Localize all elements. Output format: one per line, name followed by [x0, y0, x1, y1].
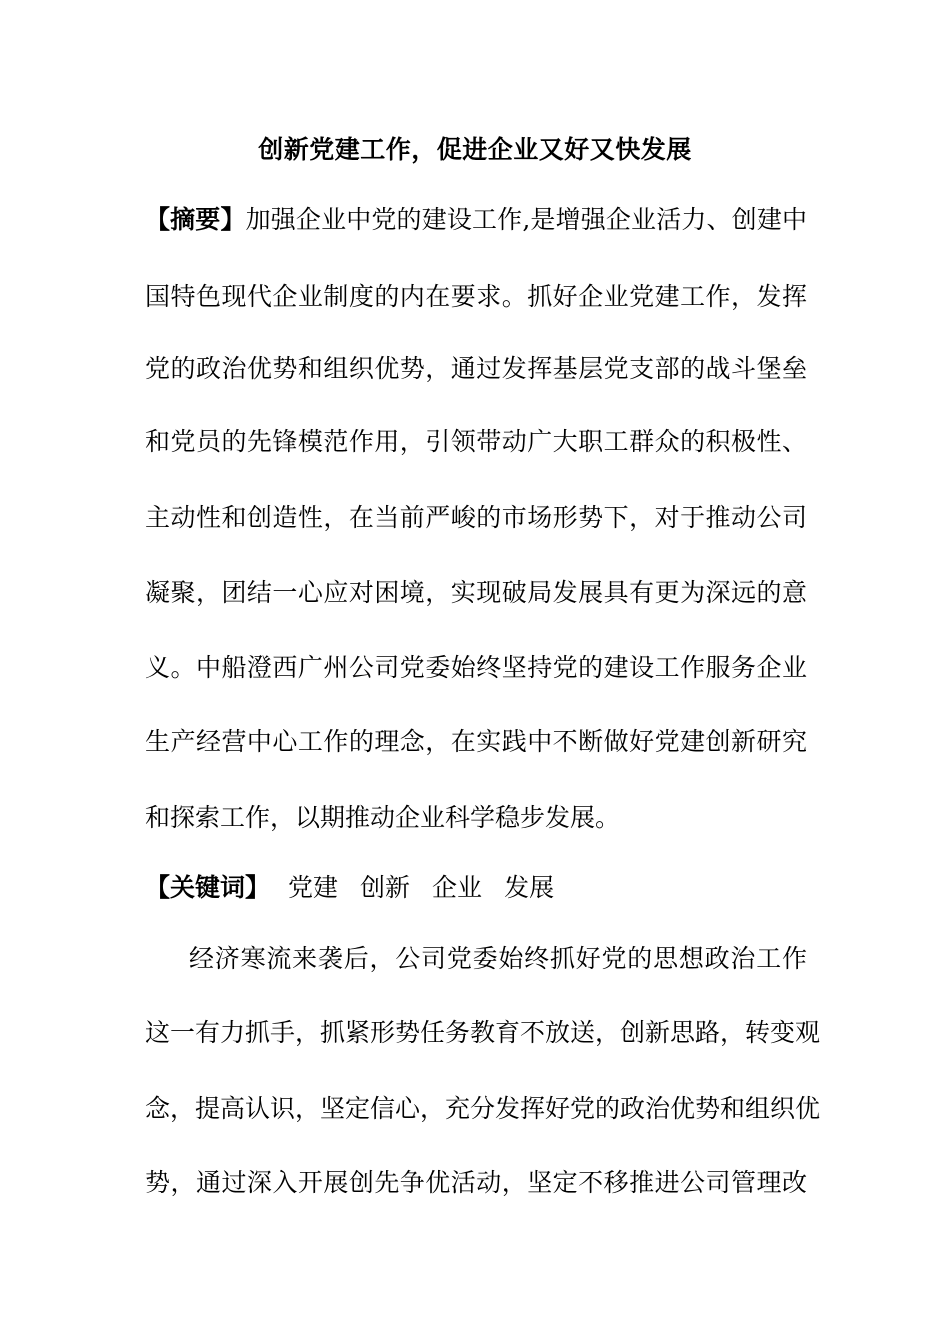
keyword: 企业: [432, 873, 483, 902]
abstract-text: 加强企业中党的建设工作,是增强企业活力、创建中: [245, 205, 807, 234]
body-line: 经济寒流来袭后，公司党委始终抓好党的思想政治工作: [189, 944, 807, 973]
keywords-label: 【关键词】: [145, 873, 271, 902]
keyword: 创新: [360, 873, 411, 902]
keywords-line: [145, 866, 807, 910]
abstract-line: 义。中船澄西广州公司党委始终坚持党的建设工作服务企业: [145, 653, 807, 682]
abstract-line: 党的政治优势和组织优势，通过发挥基层党支部的战斗堡垒: [145, 354, 807, 383]
abstract-line: 凝聚，团结一心应对困境，实现破局发展具有更为深远的意: [145, 578, 807, 607]
abstract-line: [145, 198, 807, 242]
body-line: 这一有力抓手，抓紧形势任务教育不放送，创新思路，转变观: [145, 1018, 821, 1047]
abstract-label: 【摘要】: [145, 205, 246, 234]
abstract-line: 主动性和创造性，在当前严峻的市场形势下，对于推动公司: [145, 503, 807, 532]
document-title: 创新党建工作，促进企业又好又快发展: [258, 135, 692, 164]
abstract-line: 生产经营中心工作的理念，在实践中不断做好党建创新研究: [145, 727, 807, 756]
abstract-line: 和探索工作，以期推动企业科学稳步发展。: [145, 803, 621, 832]
keyword: 党建: [288, 873, 339, 902]
body-line: 势，通过深入开展创先争优活动，坚定不移推进公司管理改: [145, 1168, 807, 1197]
keyword: 发展: [504, 873, 555, 902]
abstract-line: 国特色现代企业制度的内在要求。抓好企业党建工作，发挥: [145, 282, 807, 311]
abstract-line: 和党员的先锋模范作用，引领带动广大职工群众的积极性、: [145, 427, 807, 456]
body-line: 念，提高认识，坚定信心，充分发挥好党的政治优势和组织优: [145, 1094, 821, 1123]
